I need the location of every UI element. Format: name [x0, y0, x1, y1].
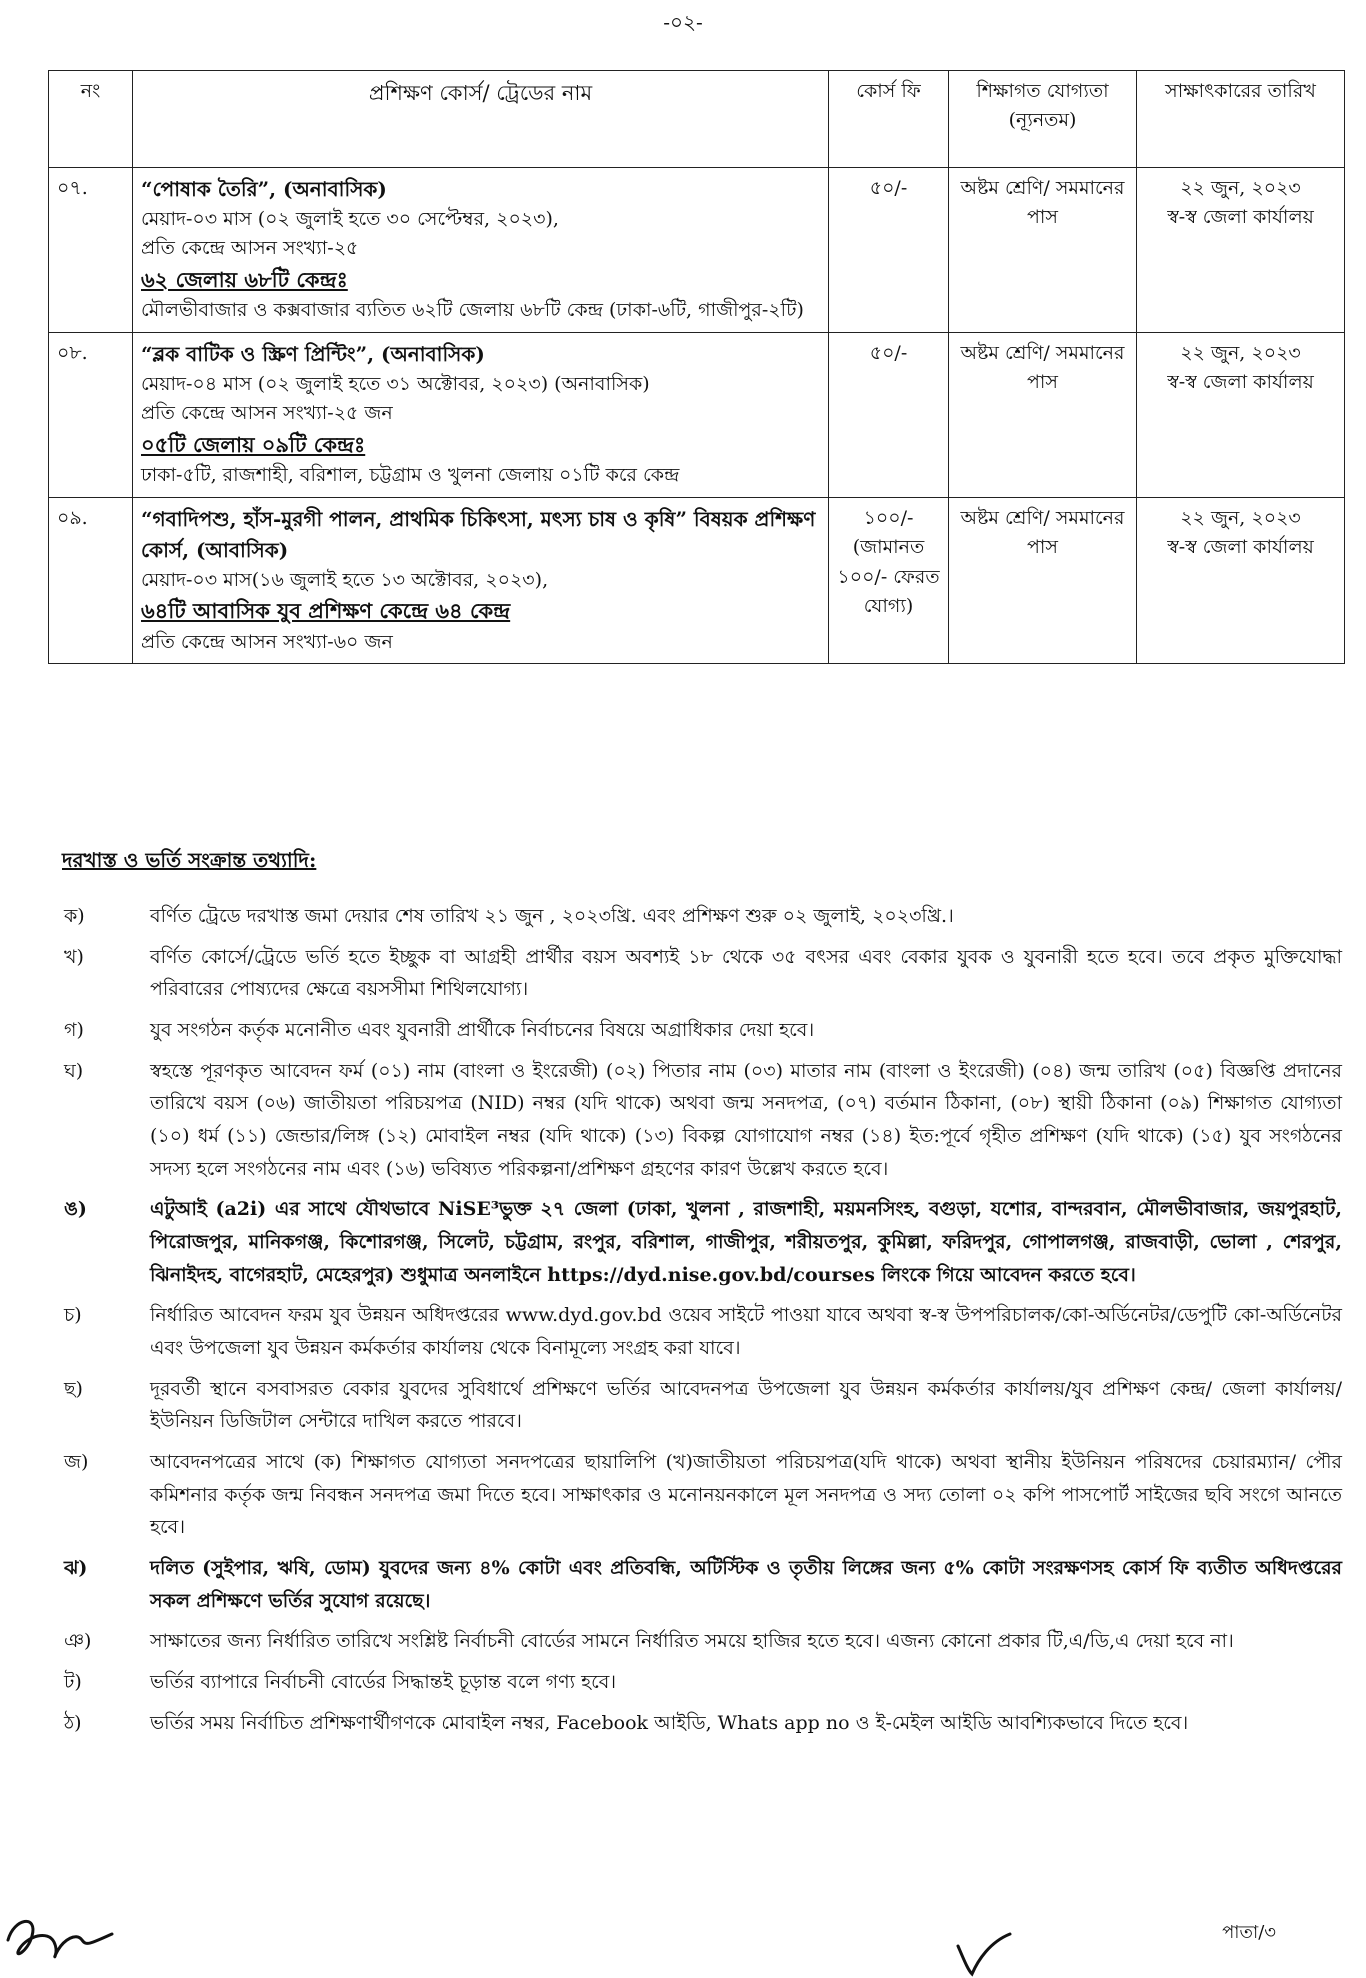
list-item: [62, 1446, 1342, 1544]
fee-cell: ৫০/-: [829, 168, 949, 333]
course-title: “ব্লক বাটিক ও স্ক্রিণ প্রিন্টিং”, (অনাবাসিক): [141, 341, 485, 366]
header-education: শিক্ষাগত যোগ্যতা (ন্যূনতম): [949, 71, 1137, 168]
item-mark: খ): [64, 945, 84, 968]
interview-place: স্ব-স্ব জেলা কার্যালয়: [1167, 536, 1314, 559]
interview-cell: [1137, 168, 1345, 333]
item-text: দলিত (সুইপার, ঋষি, ডোম) যুবদের জন্য ৪% কোটা এবং প্রতিবন্ধি, অটিস্টিক ও তৃতীয় লিঙ্গের জন্য ৫% কোটা সংরক্ষণসহ কোর্স ফি ব্যতীত অধিদপ্তরের সকল প্রশিক্ষণে ভর্তির সুযোগ রয়েছে।: [150, 1557, 1342, 1612]
interview-cell: [1137, 497, 1345, 663]
header-no: নং: [49, 71, 133, 168]
item-text: ভর্তির সময় নির্বাচিত প্রশিক্ষণার্থীগণকে মোবাইল নম্বর, Facebook আইডি, Whats app no ও ই-মেইল আইডি আবশ্যিকভাবে দিতে হবে।: [150, 1711, 1189, 1734]
list-item: [62, 1014, 1342, 1047]
list-item: [62, 941, 1342, 1006]
course-line: প্রতি কেন্দ্রে আসন সংখ্যা-২৫ জন: [141, 402, 393, 425]
item-mark: চ): [64, 1304, 82, 1327]
list-item: [62, 1193, 1342, 1291]
course-line: মেয়াদ-০৩ মাস (০২ জুলাই হতে ৩০ সেপ্টেম্বর, ২০২৩),: [141, 208, 559, 230]
centers-heading: ০৫টি জেলায় ০৯টি কেন্দ্রঃ: [141, 431, 366, 457]
centers-heading: ৬২ জেলায় ৬৮টি কেন্দ্রঃ: [141, 266, 348, 292]
interview-cell: [1137, 332, 1345, 497]
item-text: বর্ণিত ট্রেডে দরখাস্ত জমা দেয়ার শেষ তারিখ ২১ জুন , ২০২৩খ্রি. এবং প্রশিক্ষণ শুরু ০২ জুলাই, ২০২৩খ্রি.।: [150, 905, 954, 927]
list-item: [62, 1552, 1342, 1617]
item-mark: ট): [64, 1671, 82, 1694]
list-item: [62, 1666, 1342, 1699]
item-text: বর্ণিত কোর্সে/ট্রেডে ভর্তি হতে ইচ্ছুক বা আগ্রহী প্রার্থীর বয়স অবশ্যই ১৮ থেকে ৩৫ বৎসর এবং বেকার যুবক ও যুবনারী হতে হবে। তবে প্রকৃত মুক্তিযোদ্ধা পরিবারের পোষ্যদের ক্ষেত্রে বয়সসীমা শিথিলযোগ্য।: [150, 945, 1342, 1001]
item-mark: ঞ): [64, 1630, 92, 1653]
item-mark: ক): [64, 905, 85, 927]
interview-place: স্ব-স্ব জেলা কার্যালয়: [1167, 206, 1314, 229]
course-cell: [133, 168, 829, 333]
item-text: স্বহস্তে পূরণকৃত আবেদন ফর্ম (০১) নাম (বাংলা ও ইংরেজী) (০২) পিতার নাম (০৩) মাতার নাম (বাংলা ও ইংরেজী) (০৪) জন্ম তারিখ (০৫) বিজ্ঞপ্তি প্রদানের তারিখে বয়স (০৬) জাতীয়তা পরিচয়পত্র (NID) নম্বর (যদি থাকে) অথবা জন্ম সনদপত্র, (০৭) বর্তমান ঠিকানা, (০৮) স্থায়ী ঠিকানা (০৯) শিক্ষাগত যোগ্যতা (১০) ধর্ম (১১) জেন্ডার/লিঙ্গ (১২) মোবাইল নম্বর (যদি থাকে) (১৩) বিকল্প যোগাযোগ নম্বর (১৪) ইত:পূর্বে গৃহীত প্রশিক্ষণ (যদি থাকে) (১৫) যুব সংগঠনের সদস্য হলে সংগঠনের নাম এবং (১৬) ভবিষ্যত পরিকল্পনা/প্রশিক্ষণ গ্রহণের কারণ উল্লেখ করতে হবে।: [150, 1059, 1342, 1180]
item-mark: ঙ): [64, 1198, 87, 1221]
course-cell: [133, 497, 829, 663]
item-text: দূরবর্তী স্থানে বসবাসরত বেকার যুবদের সুবিধার্থে প্রশিক্ষণে ভর্তির আবেদনপত্র উপজেলা যুব উন্নয়ন কর্মকর্তার কার্যালয়/যুব প্রশিক্ষণ কেন্দ্র/ জেলা কার্যালয়/ইউনিয়ন ডিজিটাল সেন্টারে দাখিল করতে পারবে।: [150, 1377, 1342, 1433]
item-mark: ঝ): [64, 1557, 88, 1580]
item-text: এটুআই (a2i) এর সাথে যৌথভাবে NiSE³ভুক্ত ২৭ জেলা (ঢাকা, খুলনা , রাজশাহী, ময়মনসিংহ, বগুড়া, যশোর, বান্দরবান, মৌলভীবাজার, জয়পুরহাট, পিরোজপুর, মানিকগঞ্জ, কিশোরগঞ্জ, সিলেট, চট্টগ্রাম, রংপুর, বরিশাল, গাজীপুর, শরীয়তপুর, কুমিল্লা, ফরিদপুর, গোপালগঞ্জ, রাজবাড়ী, ভোলা , শেরপুর, ঝিনাইদহ, বাগেরহাট, মেহেরপুর) শুধুমাত্র অনলাইনে https://dyd.nise.gov.bd/courses লিংকে গিয়ে আবেদন করতে হবে।: [150, 1198, 1342, 1286]
list-item: [62, 900, 1342, 933]
item-text: সাক্ষাতের জন্য নির্ধারিত তারিখে সংশ্লিষ্ট নির্বাচনী বোর্ডের সামনে নির্ধারিত সময়ে হাজির হতে হবে। এজন্য কোনো প্রকার টি,এ/ডি,এ দেয়া হবে না।: [150, 1630, 1234, 1653]
item-mark: ছ): [64, 1377, 83, 1400]
course-line: মেয়াদ-০৪ মাস (০২ জুলাই হতে ৩১ অক্টোবর, ২০২৩) (অনাবাসিক): [141, 372, 650, 395]
interview-place: স্ব-স্ব জেলা কার্যালয়: [1167, 371, 1314, 394]
signature-left: [2, 1900, 132, 1970]
course-title: “পোষাক তৈরি”, (অনাবাসিক): [141, 177, 387, 201]
item-text: নির্ধারিত আবেদন ফরম যুব উন্নয়ন অধিদপ্তরের www.dyd.gov.bd ওয়েব সাইটে পাওয়া যাবে অথবা স্ব-স্ব উপপরিচালক/কো-অর্ডিনেটর/ডেপুটি কো-অর্ডিনেটর এবং উপজেলা যুব উন্নয়ন কর্মকর্তার কার্যালয় থেকে বিনামূল্যে সংগ্রহ করা যাবে।: [150, 1304, 1342, 1360]
centers-text: ঢাকা-৫টি, রাজশাহী, বরিশাল, চট্টগ্রাম ও খুলনা জেলায় ০১টি করে কেন্দ্র: [141, 464, 680, 487]
centers-heading: ৬৪টি আবাসিক যুব প্রশিক্ষণ কেন্দ্রে ৬৪ কেন্দ্র: [141, 598, 511, 624]
item-mark: ঘ): [64, 1059, 84, 1082]
course-line: মেয়াদ-০৩ মাস(১৬ জুলাই হতে ১৩ অক্টোবর, ২০২৩),: [141, 568, 549, 591]
item-mark: ঠ): [64, 1711, 82, 1734]
signature-right: [950, 1930, 1020, 1978]
list-item: [62, 1625, 1342, 1658]
row-no: ০৭.: [49, 168, 133, 333]
table-header-row: [49, 71, 1345, 168]
course-line: প্রতি কেন্দ্রে আসন সংখ্যা-২৫: [141, 237, 359, 260]
education-cell: অষ্টম শ্রেণি/ সমমানের পাস: [949, 497, 1137, 663]
interview-date: ২২ জুন, ২০২৩: [1180, 341, 1301, 364]
course-table: [48, 70, 1345, 664]
info-list: [62, 900, 1342, 1747]
page-number: -০২-: [663, 10, 703, 34]
item-mark: গ): [64, 1019, 84, 1042]
course-cell: [133, 332, 829, 497]
list-item: [62, 1707, 1342, 1740]
course-title: “গবাদিপশু, হাঁস-মুরগী পালন, প্রাথমিক চিকিৎসা, মৎস্য চাষ ও কৃষি” বিষয়ক প্রশিক্ষণ কোর্স, (আবাসিক): [141, 506, 816, 562]
row-no: ০৮.: [49, 332, 133, 497]
list-item: [62, 1299, 1342, 1364]
table-row: [49, 332, 1345, 497]
section-title: দরখাস্ত ও ভর্তি সংক্রান্ত তথ্যাদি:: [62, 848, 317, 872]
fee-cell: ৫০/-: [829, 332, 949, 497]
row-no: ০৯.: [49, 497, 133, 663]
table-row: [49, 168, 1345, 333]
education-cell: অষ্টম শ্রেণি/ সমমানের পাস: [949, 168, 1137, 333]
table-row: [49, 497, 1345, 663]
header-fee: কোর্স ফি: [829, 71, 949, 168]
fee-cell: ১০০/- (জামানত ১০০/- ফেরত যোগ্য): [829, 497, 949, 663]
item-mark: জ): [64, 1451, 89, 1474]
list-item: [62, 1055, 1342, 1186]
header-interview: সাক্ষাৎকারের তারিখ: [1137, 71, 1345, 168]
list-item: [62, 1373, 1342, 1438]
centers-text: মৌলভীবাজার ও কক্সবাজার ব্যতিত ৬২টি জেলায় ৬৮টি কেন্দ্র (ঢাকা-৬টি, গাজীপুর-২টি): [141, 299, 804, 322]
item-text: ভর্তির ব্যাপারে নির্বাচনী বোর্ডের সিদ্ধান্তই চূড়ান্ত বলে গণ্য হবে।: [150, 1671, 617, 1694]
interview-date: ২২ জুন, ২০২৩: [1180, 506, 1301, 529]
interview-date: ২২ জুন, ২০২৩: [1180, 177, 1301, 199]
item-text: যুব সংগঠন কর্তৃক মনোনীত এবং যুবনারী প্রার্থীকে নির্বাচনের বিষয়ে অগ্রাধিকার দেয়া হবে।: [150, 1019, 815, 1042]
header-course: প্রশিক্ষণ কোর্স/ ট্রেডের নাম: [133, 71, 829, 168]
page-continue: পাতা/৩: [1222, 1922, 1276, 1943]
centers-text: প্রতি কেন্দ্রে আসন সংখ্যা-৬০ জন: [141, 630, 393, 653]
item-text: আবেদনপত্রের সাথে (ক) শিক্ষাগত যোগ্যতা সনদপত্রের ছায়ালিপি (খ)জাতীয়তা পরিচয়পত্র(যদি থাকে) অথবা স্থানীয় ইউনিয়ন পরিষদের চেয়ারম্যান/ পৌর কমিশনার কর্তৃক জন্ম নিবন্ধন সনদপত্র জমা দিতে হবে। সাক্ষাৎকার ও মনোনয়নকালে মূল সনদপত্র ও সদ্য তোলা ০২ কপি পাসপোর্ট সাইজের ছবি সংগে আনতে হবে।: [150, 1451, 1342, 1539]
education-cell: অষ্টম শ্রেণি/ সমমানের পাস: [949, 332, 1137, 497]
